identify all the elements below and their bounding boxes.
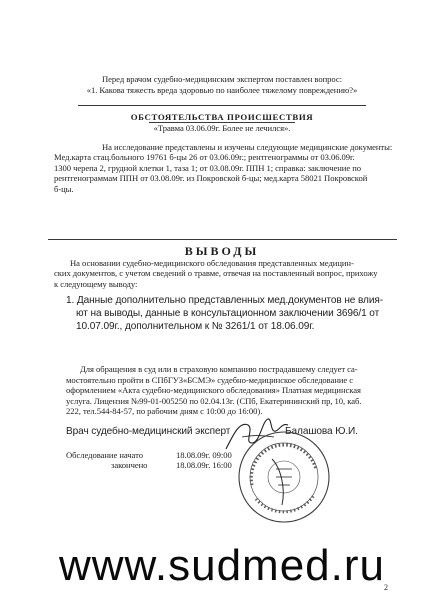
notice-line: оформлением «Акта судебно-медицинского обследования» Платная медицинская bbox=[66, 385, 361, 395]
expert-role: Врач судебно-медицинский эксперт bbox=[66, 426, 231, 437]
conclusions-intro-line: к следующему выводу: bbox=[54, 279, 138, 289]
exam-end-label: закончено bbox=[111, 460, 148, 470]
conclusions-intro-line: ских документов, с учетом сведений о травме, отвечая на поставленный вопрос, прихожу bbox=[54, 268, 378, 278]
notice-line: 222, тел.544-84-57, по рабочим дням с 10:00 до 16:00). bbox=[66, 406, 263, 416]
exam-start-label: Обследование начато bbox=[66, 450, 143, 460]
circumstances-line: б-цы. bbox=[54, 184, 74, 194]
circumstances-line: рентгенограммам ППН от 03.08.09г. из Покровской б-цы; мед.карта 58021 Покровской bbox=[54, 173, 368, 183]
notice-line: мостоятельно пройти в СПбГУЗ«БСМЭ» судебно-медицинское обследование с bbox=[66, 375, 354, 385]
exam-end-value: 18.08.09г. 16:00 bbox=[176, 460, 232, 470]
circumstances-line: 1300 черепа 2, грудной клетки 1, таза 1; от 03.08.09г. ППН 1; справка: заключение по bbox=[54, 163, 361, 173]
conclusion-item-line: 10.07.09г., дополнительном к № 3261/1 от 18.06.09г. bbox=[76, 321, 315, 332]
expert-name: Балашова Ю.И. bbox=[285, 426, 358, 437]
round-seal-stamp bbox=[236, 429, 332, 525]
conclusions-divider bbox=[48, 239, 397, 240]
circumstances-subtitle: «Травма 03.06.09г. Более не лечился». bbox=[153, 123, 291, 133]
circumstances-heading: ОБСТОЯТЕЛЬСТВА ПРОИСШЕСТВИЯ bbox=[130, 112, 314, 122]
circumstances-line: Мед.карта стац.больного 19761 б-цы 26 от 03.06.09г.; рентгенограммы от 03.06.09г. bbox=[54, 152, 355, 162]
question-line-2: «1. Какова тяжесть вреда здоровью по наиболее тяжелому повреждению?» bbox=[86, 85, 358, 95]
page-number: 2 bbox=[384, 583, 388, 592]
notice-line: Для обращения в суд или в страховую компанию пострадавшему следует са- bbox=[80, 364, 358, 374]
question-line-1: Перед врачом судебно-медицинским экспертом поставлен вопрос: bbox=[102, 74, 342, 84]
conclusions-heading: ВЫВОДЫ bbox=[184, 244, 260, 258]
section-divider bbox=[78, 105, 366, 106]
conclusion-item-line: 1. Данные дополнительно представленных мед.документов не влия- bbox=[66, 295, 383, 306]
conclusion-item-line: ют на выводы, данные в консультационном заключении 3696/1 от bbox=[76, 308, 380, 319]
circumstances-line: На исследование представлены и изучены следующие медицинские документы: bbox=[102, 142, 393, 152]
exam-start-value: 18.08.09г. 09:00 bbox=[176, 450, 232, 460]
site-watermark: www.sudmed.ru bbox=[58, 541, 385, 590]
notice-line: услуга. Лицензия №99-01-005250 по 02.04.13г. (СПб, Екатерининский пр, 10, каб. bbox=[66, 396, 362, 406]
conclusions-intro-line: На основании судебно-медицинского обследования представленных медицин- bbox=[70, 258, 354, 268]
